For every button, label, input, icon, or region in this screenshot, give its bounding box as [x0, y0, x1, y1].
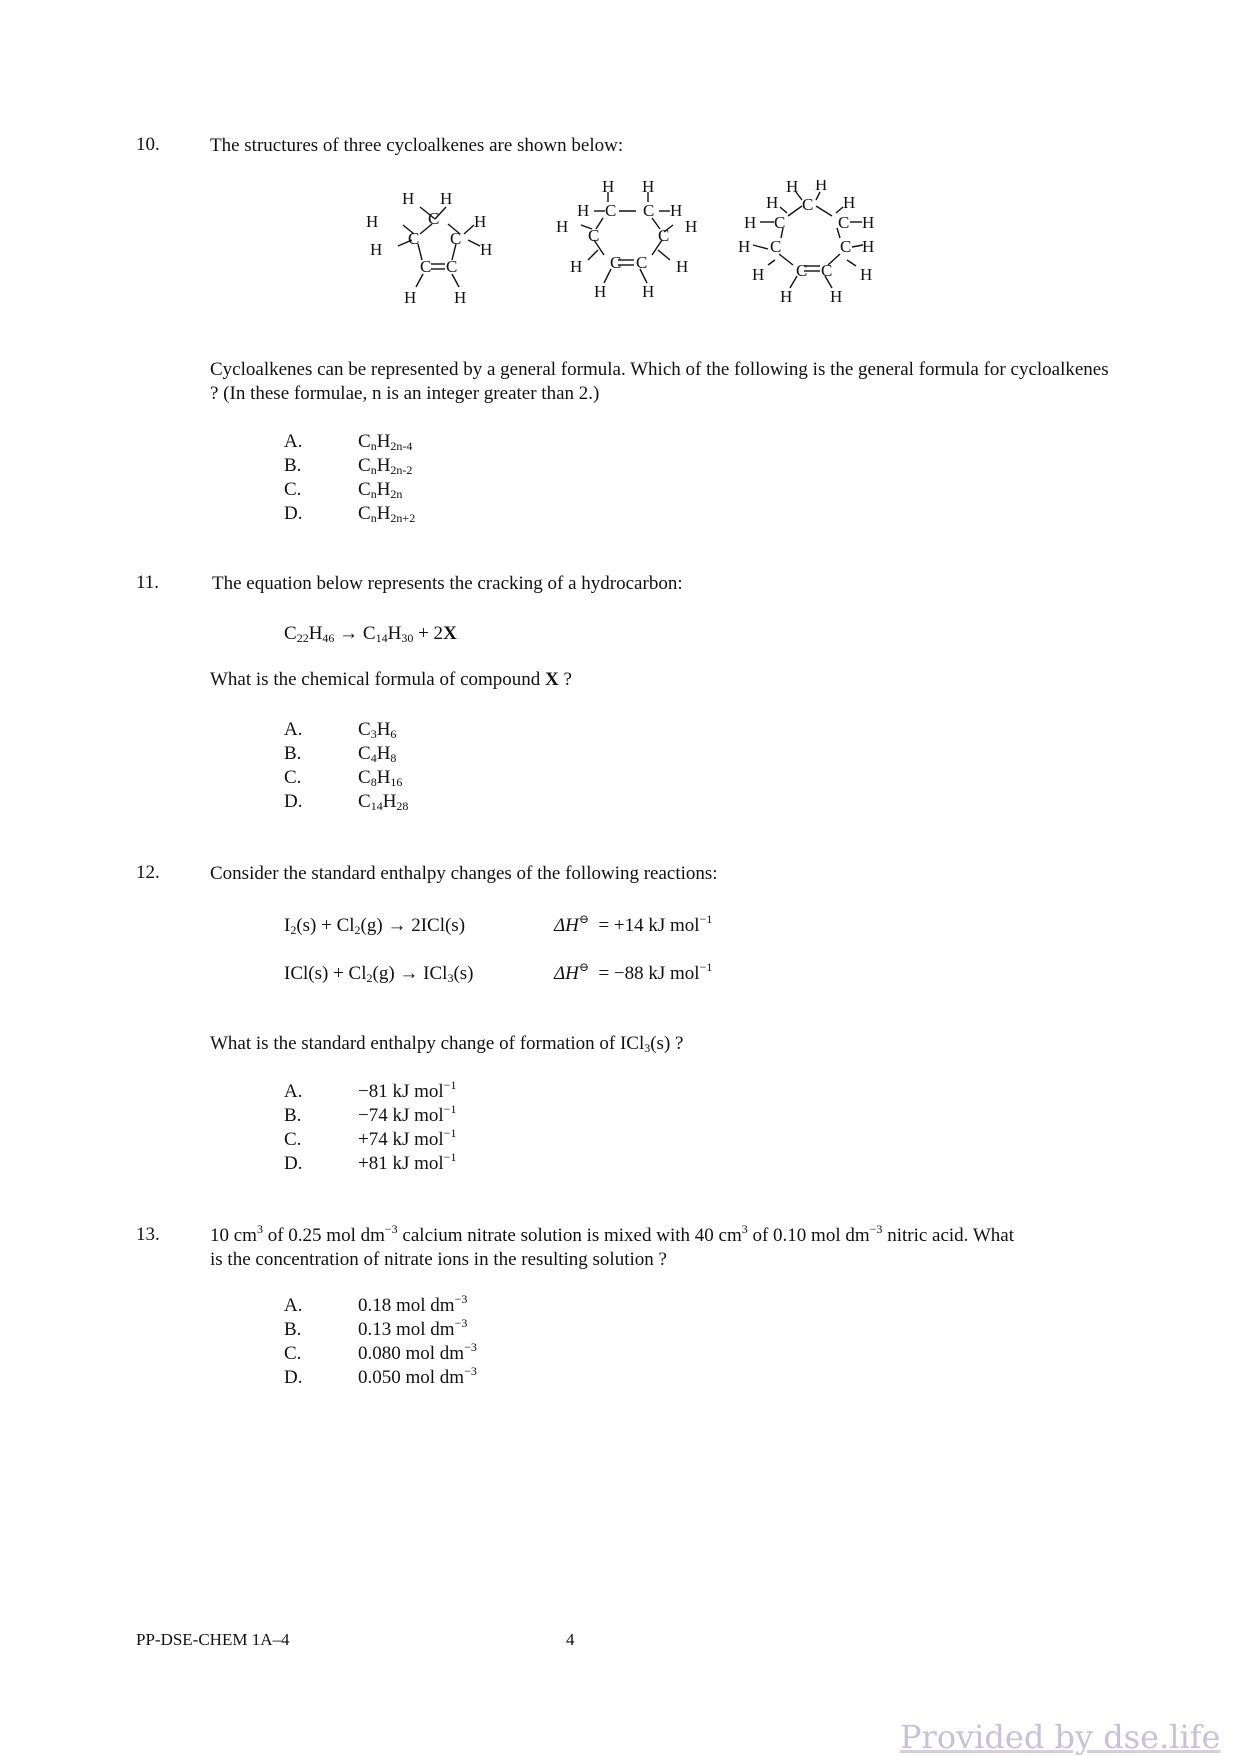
svg-text:H: H [780, 287, 793, 306]
option-label: D. [284, 503, 303, 524]
svg-text:C: C [408, 229, 420, 248]
option-value: −81 kJ mol$^{-1}$ [358, 1078, 457, 1102]
svg-text:H: H [685, 217, 698, 236]
svg-text:H: H [670, 201, 683, 220]
reaction-1-equation: $I_2(s) + Cl_2(g) \to 2ICl(s)$ [284, 915, 466, 937]
svg-text:C: C [802, 195, 814, 214]
question-13-line-1: 10 $cm^3$ of 0.25 mol $dm^{-3}$ calcium nitrate solution is mixed with 40 $cm^3$ of 0.10 mol $dm^{-3}$ nitric acid. What [210, 1222, 1014, 1246]
question-11-number: 11. [136, 572, 160, 593]
question-10-body: Cycloalkenes can be represented by a general formula. Which of the following is the general formula for cycloalkenes ? (In these formulae, n is an integer greater than 2.) [210, 359, 1109, 404]
svg-text:H: H [843, 193, 856, 212]
svg-text:C: C [610, 253, 622, 272]
svg-text:H: H [738, 237, 751, 256]
option-value: 0.18 mol $dm^{-3}$ [358, 1292, 468, 1316]
question-12-intro: Consider the standard enthalpy changes of the following reactions: [210, 863, 718, 884]
svg-text:H: H [480, 240, 493, 259]
svg-text:H: H [830, 287, 843, 306]
option-value: 0.13 mol $dm^{-3}$ [358, 1316, 468, 1340]
question-12-number: 12. [136, 862, 160, 883]
svg-text:C: C [605, 201, 617, 220]
svg-text:C: C [838, 213, 850, 232]
svg-text:C: C [420, 257, 432, 276]
option-label: C. [284, 767, 302, 788]
svg-text:C: C [446, 257, 458, 276]
svg-text:H: H [786, 180, 799, 196]
option-label: B. [284, 743, 302, 764]
svg-text:H: H [556, 217, 569, 236]
svg-text:H: H [602, 180, 615, 196]
option-formula: $C_nH_{2n-2}$ [358, 455, 413, 477]
option-formula: $C_nH_{2n}$ [358, 479, 403, 501]
question-10-intro: The structures of three cycloalkenes are shown below: [210, 135, 624, 156]
svg-text:H: H [402, 189, 415, 208]
option-label: D. [284, 791, 303, 812]
svg-text:H: H [370, 240, 383, 259]
svg-text:H: H [862, 213, 875, 232]
question-11-question: What is the chemical formula of compound X ? [210, 669, 572, 690]
option-label: B. [284, 1105, 302, 1126]
option-label: C. [284, 1343, 302, 1364]
svg-text:C: C [636, 253, 648, 272]
option-formula: $C_3H_6$ [358, 719, 397, 741]
option-label: D. [284, 1153, 303, 1174]
reaction-2-equation: $ICl(s) + Cl_2(g) \to ICl_3(s)$ [284, 963, 474, 985]
svg-text:H: H [860, 265, 873, 284]
option-label: D. [284, 1367, 303, 1388]
svg-text:H: H [752, 265, 765, 284]
svg-text:H: H [577, 201, 590, 220]
svg-text:C: C [774, 213, 786, 232]
watermark-link[interactable]: Provided by dse.life [900, 1718, 1221, 1756]
option-label: B. [284, 1319, 302, 1340]
question-10-number: 10. [136, 134, 160, 155]
option-formula: $C_8H_{16}$ [358, 767, 403, 789]
option-label: C. [284, 1129, 302, 1150]
svg-text:C: C [796, 261, 808, 280]
option-label: C. [284, 479, 302, 500]
option-value: 0.050 mol $dm^{-3}$ [358, 1364, 477, 1388]
svg-text:H: H [404, 288, 417, 307]
option-formula: $C_nH_{2n-4}$ [358, 431, 413, 453]
option-label: B. [284, 455, 302, 476]
svg-text:H: H [474, 212, 487, 231]
svg-text:H: H [744, 213, 757, 232]
option-label: A. [284, 1081, 303, 1102]
svg-text:H: H [570, 257, 583, 276]
svg-text:C: C [428, 209, 440, 228]
option-label: A. [284, 431, 303, 452]
question-13-line-2: is the concentration of nitrate ions in the resulting solution ? [210, 1249, 667, 1270]
svg-text:C: C [658, 226, 670, 245]
option-value: −74 kJ mol$^{-1}$ [358, 1102, 457, 1126]
svg-text:H: H [642, 180, 655, 196]
cracking-equation: $C_{22}H_{46} \to C_{14}H_{30} + 2X$ [284, 623, 457, 645]
reaction-2-enthalpy: ΔH⊖ = −88 kJ mol$^{-1}$ [554, 960, 713, 984]
svg-text:C: C [840, 237, 852, 256]
cycloalkene-structures [340, 180, 980, 350]
question-11-intro: The equation below represents the cracking of a hydrocarbon: [212, 573, 683, 594]
option-value: +74 kJ mol$^{-1}$ [358, 1126, 457, 1150]
footer-paper-code: PP-DSE-CHEM 1A–4 [136, 1630, 290, 1649]
option-value: 0.080 mol $dm^{-3}$ [358, 1340, 477, 1364]
option-formula: $C_{14}H_{28}$ [358, 791, 409, 813]
reaction-1-enthalpy: ΔH⊖ = +14 kJ mol$^{-1}$ [554, 912, 713, 936]
footer-page-number: 4 [566, 1630, 575, 1649]
svg-text:C: C [821, 261, 833, 280]
svg-text:H: H [642, 282, 655, 301]
option-label: A. [284, 1295, 303, 1316]
svg-text:H: H [676, 257, 689, 276]
svg-text:H: H [815, 180, 828, 194]
svg-text:H: H [366, 212, 379, 231]
option-label: A. [284, 719, 303, 740]
svg-text:H: H [594, 282, 607, 301]
svg-text:H: H [862, 237, 875, 256]
svg-text:H: H [454, 288, 467, 307]
question-12-question: What is the standard enthalpy change of formation of ICl$_3$(s) ? [210, 1033, 684, 1055]
svg-text:C: C [450, 229, 462, 248]
svg-text:C: C [588, 226, 600, 245]
svg-text:C: C [643, 201, 655, 220]
option-formula: $C_nH_{2n+2}$ [358, 503, 416, 525]
option-value: +81 kJ mol$^{-1}$ [358, 1150, 457, 1174]
svg-text:H: H [766, 193, 779, 212]
option-formula: $C_4H_8$ [358, 743, 397, 765]
question-13-number: 13. [136, 1224, 160, 1245]
svg-text:C: C [770, 237, 782, 256]
svg-text:H: H [440, 189, 453, 208]
